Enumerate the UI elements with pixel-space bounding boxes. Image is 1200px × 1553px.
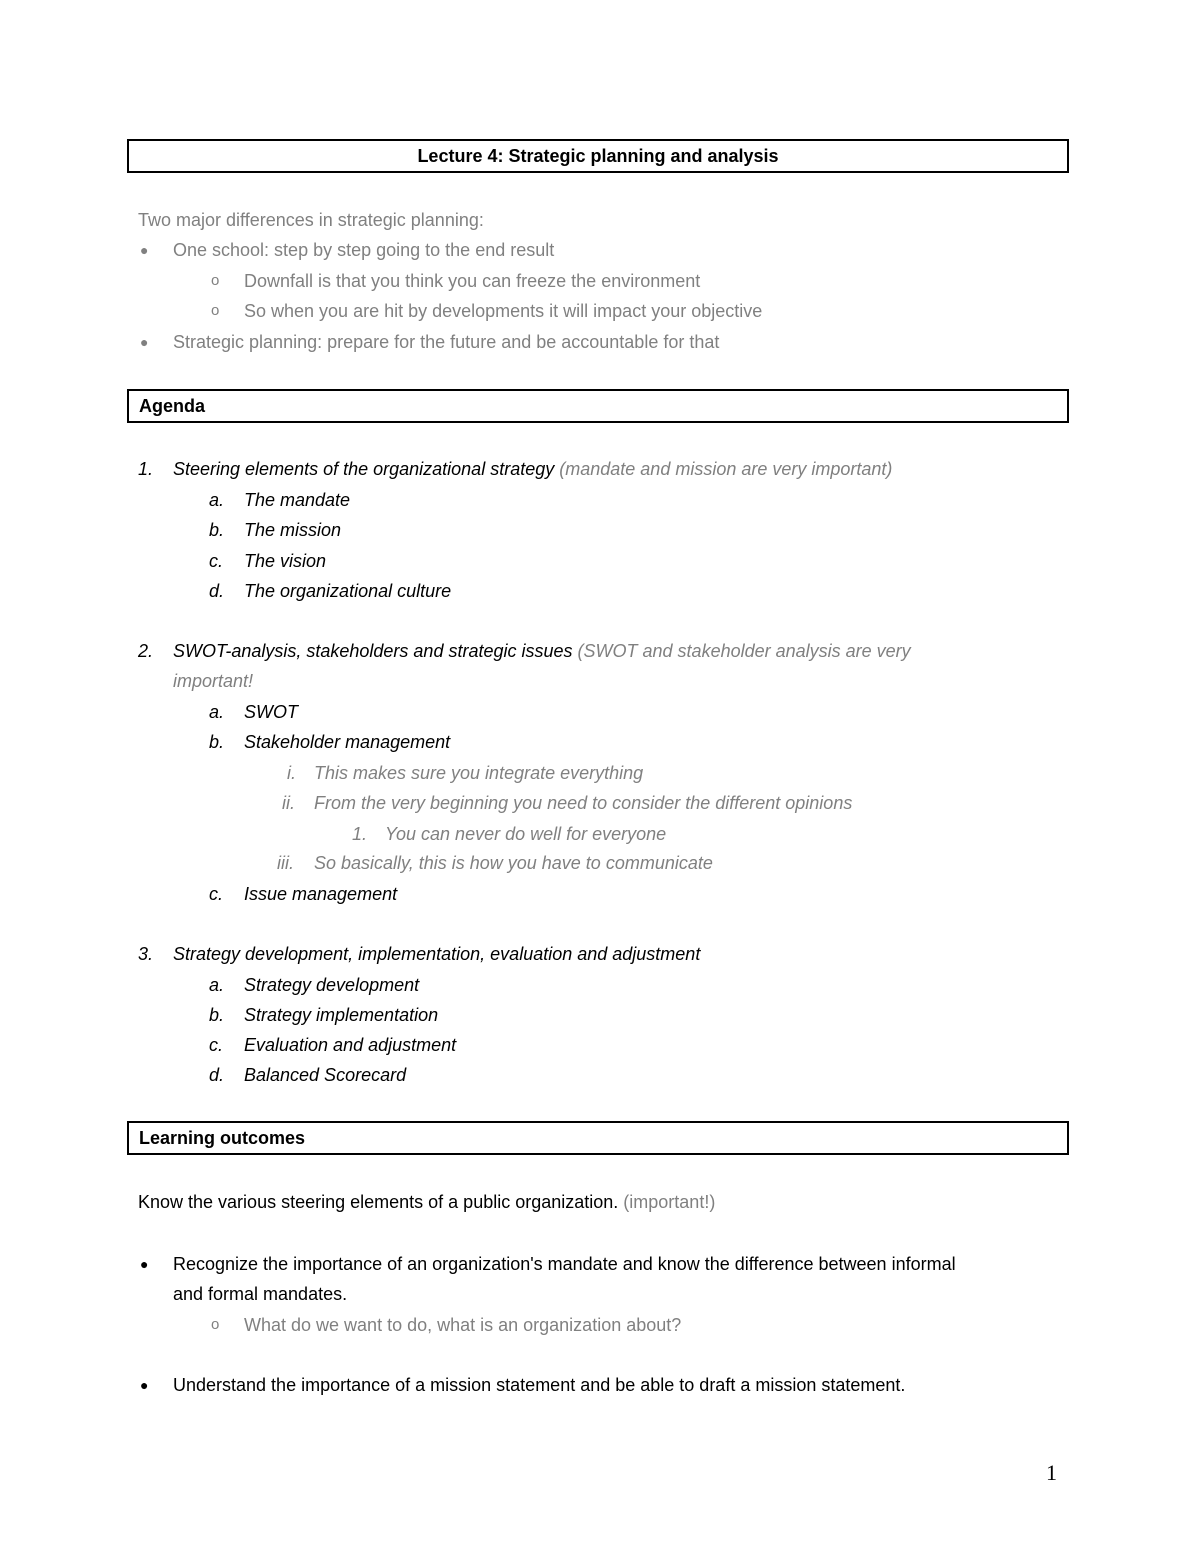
agenda-2b-ii: From the very beginning you need to consider the different opinions (314, 793, 853, 813)
agenda-2b-iii: So basically, this is how you have to communicate (314, 853, 713, 873)
agenda-1b: The mission (244, 520, 342, 540)
agenda-1c: The vision (244, 551, 327, 571)
agenda-2b-marker: b. (209, 732, 225, 752)
intro-sub-1: Downfall is that you think you can freeze the environment (244, 271, 701, 291)
agenda-item-2 (173, 640, 911, 662)
agenda-2b-iii-marker: iii. (277, 853, 294, 873)
agenda-3a-marker: a. (209, 975, 225, 995)
agenda-3c: Evaluation and adjustment (244, 1035, 457, 1055)
agenda-2a-marker: a. (209, 702, 225, 722)
agenda-2c: Issue management (244, 884, 398, 904)
page-title: Lecture 4: Strategic planning and analysis (127, 139, 1069, 173)
agenda-3d-marker: d. (209, 1065, 225, 1085)
agenda-2b-ii-1-marker: 1. (352, 824, 368, 844)
agenda-2b-ii-1: You can never do well for everyone (385, 824, 667, 844)
agenda-item-2-note: (SWOT and stakeholder analysis are very (577, 641, 911, 661)
agenda-item-1-number: 1. (138, 459, 154, 479)
page-number: 1 (1046, 1460, 1057, 1485)
agenda-2b-i-marker: i. (287, 763, 296, 783)
agenda-item-2-note-cont: important! (173, 671, 254, 691)
learning-outcomes-heading: Learning outcomes (127, 1121, 1069, 1155)
outcomes-bullet-1-sub: What do we want to do, what is an organization about? (244, 1315, 682, 1335)
agenda-2b: Stakeholder management (244, 732, 451, 752)
agenda-item-1-note: (mandate and mission are very important) (559, 459, 893, 479)
agenda-1a: The mandate (244, 490, 351, 510)
agenda-2c-marker: c. (209, 884, 224, 904)
bullet-icon: ● (140, 1377, 149, 1393)
agenda-1a-marker: a. (209, 490, 225, 510)
agenda-item-1-text: Steering elements of the organizational strategy (173, 459, 555, 479)
agenda-2b-ii-marker: ii. (282, 793, 295, 813)
outcomes-bullet-2: Understand the importance of a mission statement and be able to draft a mission statement. (173, 1375, 906, 1395)
circle-bullet-icon: o (211, 272, 220, 289)
outcomes-bullet-1-line-2: and formal mandates. (173, 1284, 348, 1304)
agenda-3c-marker: c. (209, 1035, 224, 1055)
agenda-heading: Agenda (127, 389, 1069, 423)
bullet-icon: ● (140, 242, 149, 258)
agenda-2b-i: This makes sure you integrate everything (314, 763, 644, 783)
outcomes-intro (138, 1191, 715, 1213)
agenda-2a: SWOT (244, 702, 298, 722)
agenda-item-2-number: 2. (138, 641, 154, 661)
agenda-1d: The organizational culture (244, 581, 452, 601)
agenda-3b-marker: b. (209, 1005, 225, 1025)
outcomes-intro-note: (important!) (623, 1192, 716, 1212)
agenda-item-3: Strategy development, implementation, evaluation and adjustment (173, 944, 701, 964)
bullet-icon: ● (140, 334, 149, 350)
circle-bullet-icon: o (211, 1316, 220, 1333)
outcomes-bullet-1-line-1: Recognize the importance of an organization's mandate and know the difference between informal (173, 1254, 956, 1274)
outcomes-intro-text: Know the various steering elements of a public organization. (138, 1192, 619, 1212)
intro-bullet-2: Strategic planning: prepare for the future and be accountable for that (173, 332, 720, 352)
agenda-3b: Strategy implementation (244, 1005, 439, 1025)
agenda-3a: Strategy development (244, 975, 420, 995)
agenda-1d-marker: d. (209, 581, 225, 601)
agenda-1b-marker: b. (209, 520, 225, 540)
intro-sub-2: So when you are hit by developments it will impact your objective (244, 301, 763, 321)
circle-bullet-icon: o (211, 302, 220, 319)
agenda-item-3-number: 3. (138, 944, 154, 964)
agenda-item-2-text: SWOT-analysis, stakeholders and strategic issues (173, 641, 573, 661)
agenda-1c-marker: c. (209, 551, 224, 571)
intro-heading: Two major differences in strategic planning: (138, 210, 484, 230)
agenda-item-1 (173, 458, 892, 480)
agenda-3d: Balanced Scorecard (244, 1065, 407, 1085)
intro-bullet-1: One school: step by step going to the end result (173, 240, 555, 260)
bullet-icon: ● (140, 1256, 149, 1272)
